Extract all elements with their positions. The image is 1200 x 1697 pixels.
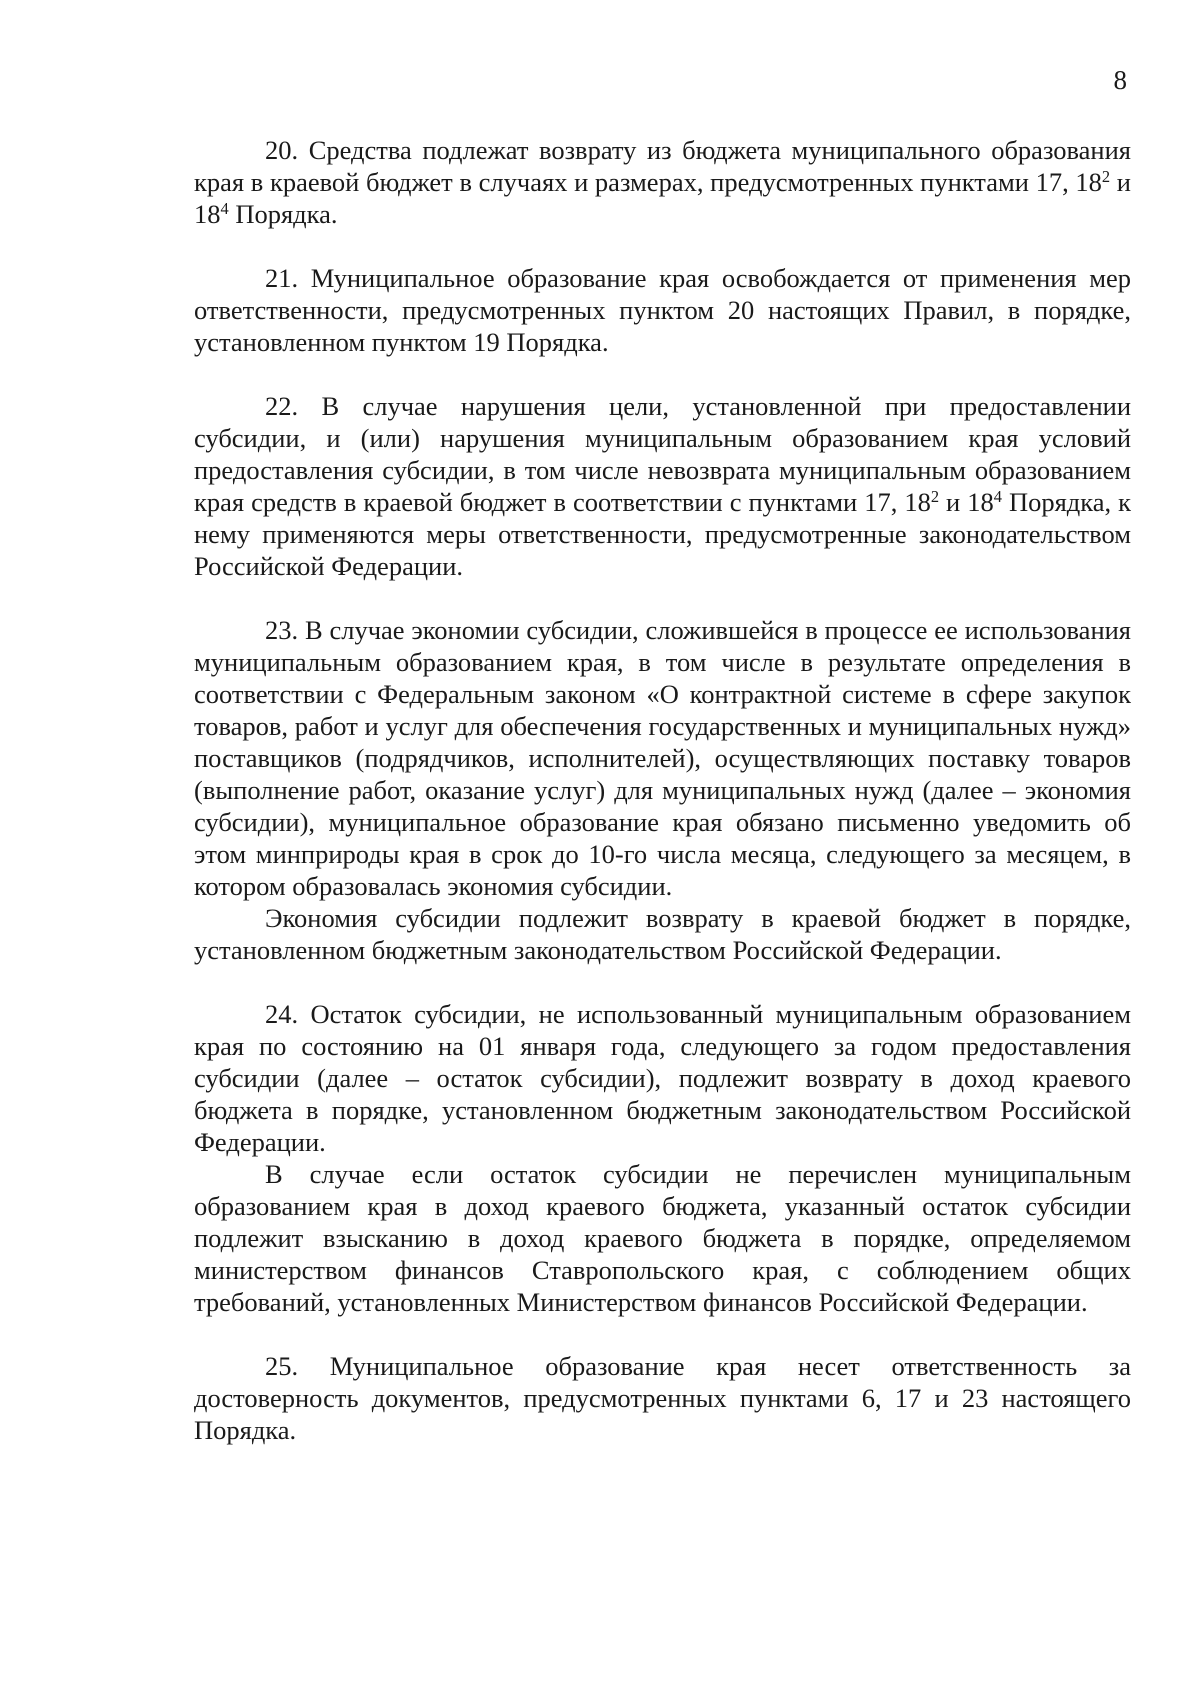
clause-24-text: 24. Остаток субсидии, не использованный муниципальным образованием края по состоянию на 01 января года, следующего за годом предоставления субсидии (далее – остаток субсидии), подлежит возврату в доход краевого бюджета в порядке, установленном бюджетным законодательством Российской Федерации. bbox=[194, 999, 1131, 1157]
clause-22-text-part-c: Порядка, к нему применяются меры ответственности, предусмотренные законодательством Российской Федерации. bbox=[194, 487, 1132, 581]
page-number: 8 bbox=[1113, 65, 1127, 95]
clause-22 bbox=[194, 390, 1131, 582]
clause-23-paragraph-2: Экономия субсидии подлежит возврату в краевой бюджет в порядке, установленном бюджетным законодательством Российской Федерации. bbox=[194, 903, 1131, 965]
clause-25-text: 25. Муниципальное образование края несет ответственность за достоверность документов, предусмотренных пунктами 6, 17 и 23 настоящего Порядка. bbox=[194, 1351, 1131, 1445]
document-body bbox=[194, 134, 1131, 1478]
clause-23-text: 23. В случае экономии субсидии, сложившейся в процессе ее использования муниципальным образованием края, в том числе в результате определения в соответствии с Федеральным законом «О контрактной системе в сфере закупок товаров, работ и услуг для обеспечения государственных и муниципальных нужд» поставщиков (подрядчиков, исполнителей), осуществляющих поставку товаров (выполнение работ, оказание услуг) для муниципальных нужд (далее – экономия субсидии), муниципальное образование края обязано письменно уведомить об этом минприроды края в срок до 10-го числа месяца, следующего за месяцем, в котором образовалась экономия субсидии. bbox=[194, 615, 1131, 901]
clause-22-text-part-a: 22. В случае нарушения цели, установленной при предоставлении субсидии, и (или) нарушения муниципальным образованием края условий предоставления субсидии, в том числе невозврата муниципальным образованием края средств в краевой бюджет в соответствии с пунктами 17, 18 bbox=[194, 391, 1131, 517]
superscript: 4 bbox=[993, 486, 1002, 506]
clause-20-text-part-b: и 18 bbox=[194, 167, 1131, 229]
clause-22-text-part-b: и 18 bbox=[939, 487, 994, 517]
clause-21 bbox=[194, 262, 1131, 358]
clause-20-text-part-a: 20. Средства подлежат возврату из бюджета муниципального образования края в краевой бюджет в случаях и размерах, предусмотренных пунктами 17, 18 bbox=[194, 135, 1131, 197]
superscript: 2 bbox=[930, 486, 940, 506]
superscript: 2 bbox=[1101, 166, 1111, 186]
clause-20-text bbox=[194, 134, 1131, 230]
clause-20-text-part-c: Порядка. bbox=[228, 199, 338, 229]
clause-24 bbox=[194, 998, 1131, 1318]
clause-25 bbox=[194, 1350, 1131, 1446]
clause-22-text bbox=[194, 390, 1131, 582]
clause-23 bbox=[194, 614, 1131, 966]
superscript: 4 bbox=[220, 198, 229, 218]
clause-24-paragraph-2: В случае если остаток субсидии не перечислен муниципальным образованием края в доход краевого бюджета, указанный остаток субсидии подлежит взысканию в доход краевого бюджета в порядке, определяемом министерством финансов Ставропольского края, с соблюдением общих требований, установленных Министерством финансов Российской Федерации. bbox=[194, 1159, 1131, 1317]
clause-20 bbox=[194, 134, 1131, 230]
clause-21-text: 21. Муниципальное образование края освобождается от применения мер ответственности, предусмотренных пунктом 20 настоящих Правил, в порядке, установленном пунктом 19 Порядка. bbox=[194, 263, 1131, 357]
